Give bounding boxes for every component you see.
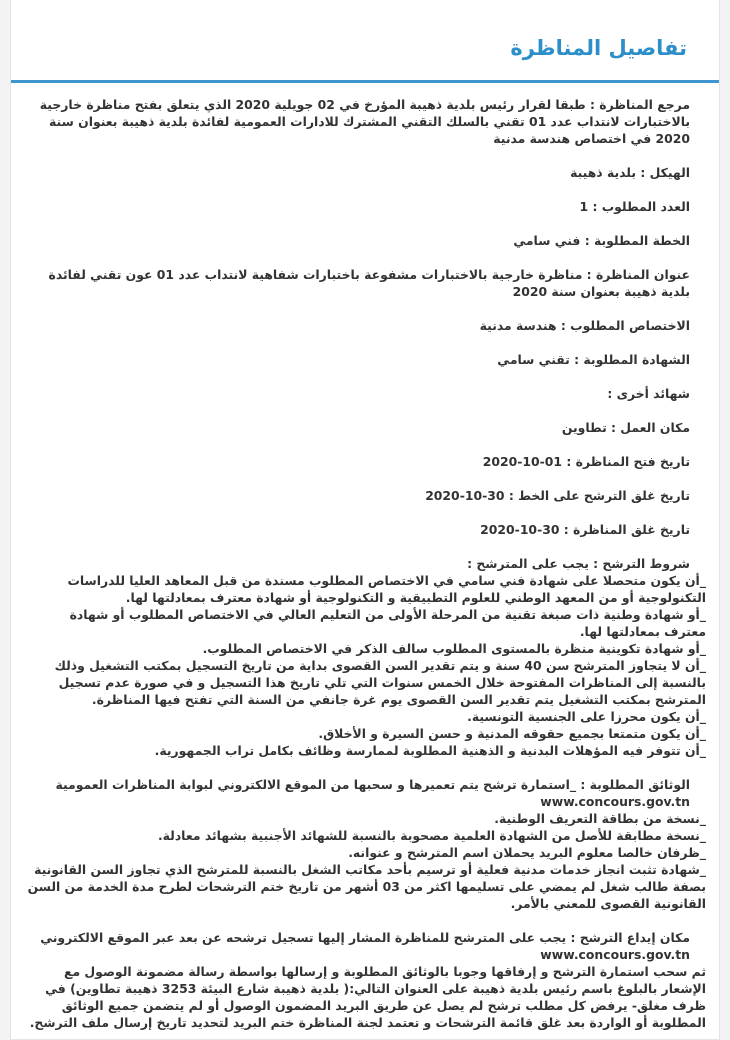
document-item: _نسخة من بطاقة التعريف الوطنية. [494, 811, 706, 826]
field-positions-count: العدد المطلوب : 1 [579, 199, 690, 214]
condition-item: _أن تتوفر فيه المؤهلات البدنية و الذهنية المطلوبة لممارسة وظائف بكامل تراب الجمهورية. [154, 743, 706, 758]
reference-text: مرجع المناظرة : طبقا لقرار رئيس بلدية ذهيبة المؤرخ في 02 جويلية 2020 الذي يتعلق بفتح مناظرة خارجية بالاختبارات لانتداب عدد 01 تقني بالسلك التقني المشترك للادارات العمومية لفائدة بلدية ذهيبة بعنوان سنة 2020 في اختصاص هندسة مدنية [39, 97, 690, 146]
condition-item: _أن يكون محرزا على الجنسية التونسية. [467, 709, 706, 724]
condition-item: _أو شهادة وطنية ذات صبغة تقنية من المرحلة الأولى من التعليم العالي في الاختصاص المطلوب أو شهادة معترف بمعادلتها لها. [69, 607, 706, 639]
field-specialty: الاختصاص المطلوب : هندسة مدنية [479, 318, 690, 333]
submission-body: ثم سحب استمارة الترشح و إرفاقها وجوبا بالوثائق المطلوبة و إرسالها بواسطة رسالة مضمونة الوصول مع الإشعار بالبلوغ باسم رئيس بلدية ذهيبة على العنوان التالي:( بلدية ذهيبة شارع البيئة 3253 ذهيبة تطاوين) في ظرف مغلق- يرفض كل مطلب ترشح لم يصل عن طريق البريد المضمون الوصول أو لم يتضمن جميع الوثائق المطلوبة أو الواردة بعد غلق قائمة الترشحات و تعتمد لجنة المناظرة ختم البريد لتحديد تاريخ إرسال ملف الترشح. [29, 964, 706, 1030]
submission-url: www.concours.gov.tn [540, 947, 690, 962]
documents-section [24, 776, 706, 912]
document-item: _نسخة مطابقة للأصل من الشهادة العلمية مصحوبة بالنسبة للشهائد الأجنبية بشهائد معادلة. [157, 828, 706, 843]
condition-item: _أن يكون متمتعا بجميع حقوقه المدنية و حسن السيرة و الأخلاق. [318, 726, 706, 741]
competition-details-card [10, 0, 720, 1040]
field-grade: الخطة المطلوبة : فني سامي [513, 233, 690, 248]
field-workplace: مكان العمل : تطاوين [561, 420, 690, 435]
document-item: _ظرفان خالصا معلوم البريد يحملان اسم المترشح و عنوانه. [348, 845, 706, 860]
field-other-diplomas: شهائد أخرى : [607, 386, 690, 401]
field-required-diploma: الشهادة المطلوبة : تقني سامي [497, 352, 690, 367]
field-closing-date: تاريخ غلق المناظرة : 30-10-2020 [480, 522, 690, 537]
condition-item: _أن يكون متحصلا على شهادة فني سامي في الاختصاص المطلوب مسندة من قبل المعاهد العليا للدراسات التكنولوجية أو من المعهد الوطني للعلوم التطبيقية و التكنولوجية أو شهادة معترف بمعادلتها لها. [67, 573, 706, 605]
competition-details-body [11, 82, 719, 1031]
document-item: _شهادة تثبت انجاز خدمات مدنية فعلية أو ترسيم بأحد مكاتب الشغل بالنسبة للمترشح الذي تجاوز السن القانونية بصفة طالب شغل لم يمضي على تسليمها اكثر من 03 أشهر من تاريخ ختم الترشحات لطرح مدة الخدمة من السن القانونية القصوى للمعني بالأمر. [27, 862, 706, 911]
card-header [11, 0, 719, 82]
field-opening-date: تاريخ فتح المناظرة : 01-10-2020 [482, 454, 690, 469]
submission-section [24, 929, 706, 1031]
condition-item: _أو شهادة تكوينية منظرة بالمستوى المطلوب سالف الذكر في الاختصاص المطلوب. [202, 641, 706, 656]
page-title: تفاصيل المناظرة [510, 36, 687, 60]
header-divider [11, 80, 719, 83]
condition-item: _أن لا يتجاوز المترشح سن 40 سنة و يتم تقدير السن القصوى بداية من تاريخ التسجيل بمكتب التشغيل وذلك بالنسبة إلى المناظرات المفتوحة خلال الخمس سنوات التي تلي تاريخ هذا التسجيل و في صورة عدم تسجيل المترشح بمكتب التشغيل يتم تقدير السن القصوى يوم غرة جانفي من السنة التي تفتح فيها المناظرة. [54, 658, 706, 707]
field-competition-title: عنوان المناظرة : مناظرة خارجية بالاختبارات مشفوعة باختبارات شفاهية لانتداب عدد 01 عون تقني لفائدة بلدية ذهيبة بعنوان سنة 2020 [48, 267, 690, 299]
documents-heading: الوثائق المطلوبة : _استمارة ترشح يتم تعميرها و سحبها من الموقع الالكتروني لبوابة المناظرات العمومية [55, 777, 690, 792]
submission-heading: مكان إيداع الترشح : يجب على المترشح للمناظرة المشار إليها تسجيل ترشحه عن بعد عبر الموقع الالكتروني [40, 930, 690, 945]
conditions-heading: شروط الترشح : يجب على المترشح : [467, 556, 690, 571]
field-institution: الهيكل : بلدية ذهيبة [570, 165, 690, 180]
documents-url: www.concours.gov.tn [540, 794, 690, 809]
field-online-closing-date: تاريخ غلق الترشح على الخط : 30-10-2020 [425, 488, 690, 503]
conditions-section [24, 555, 706, 759]
